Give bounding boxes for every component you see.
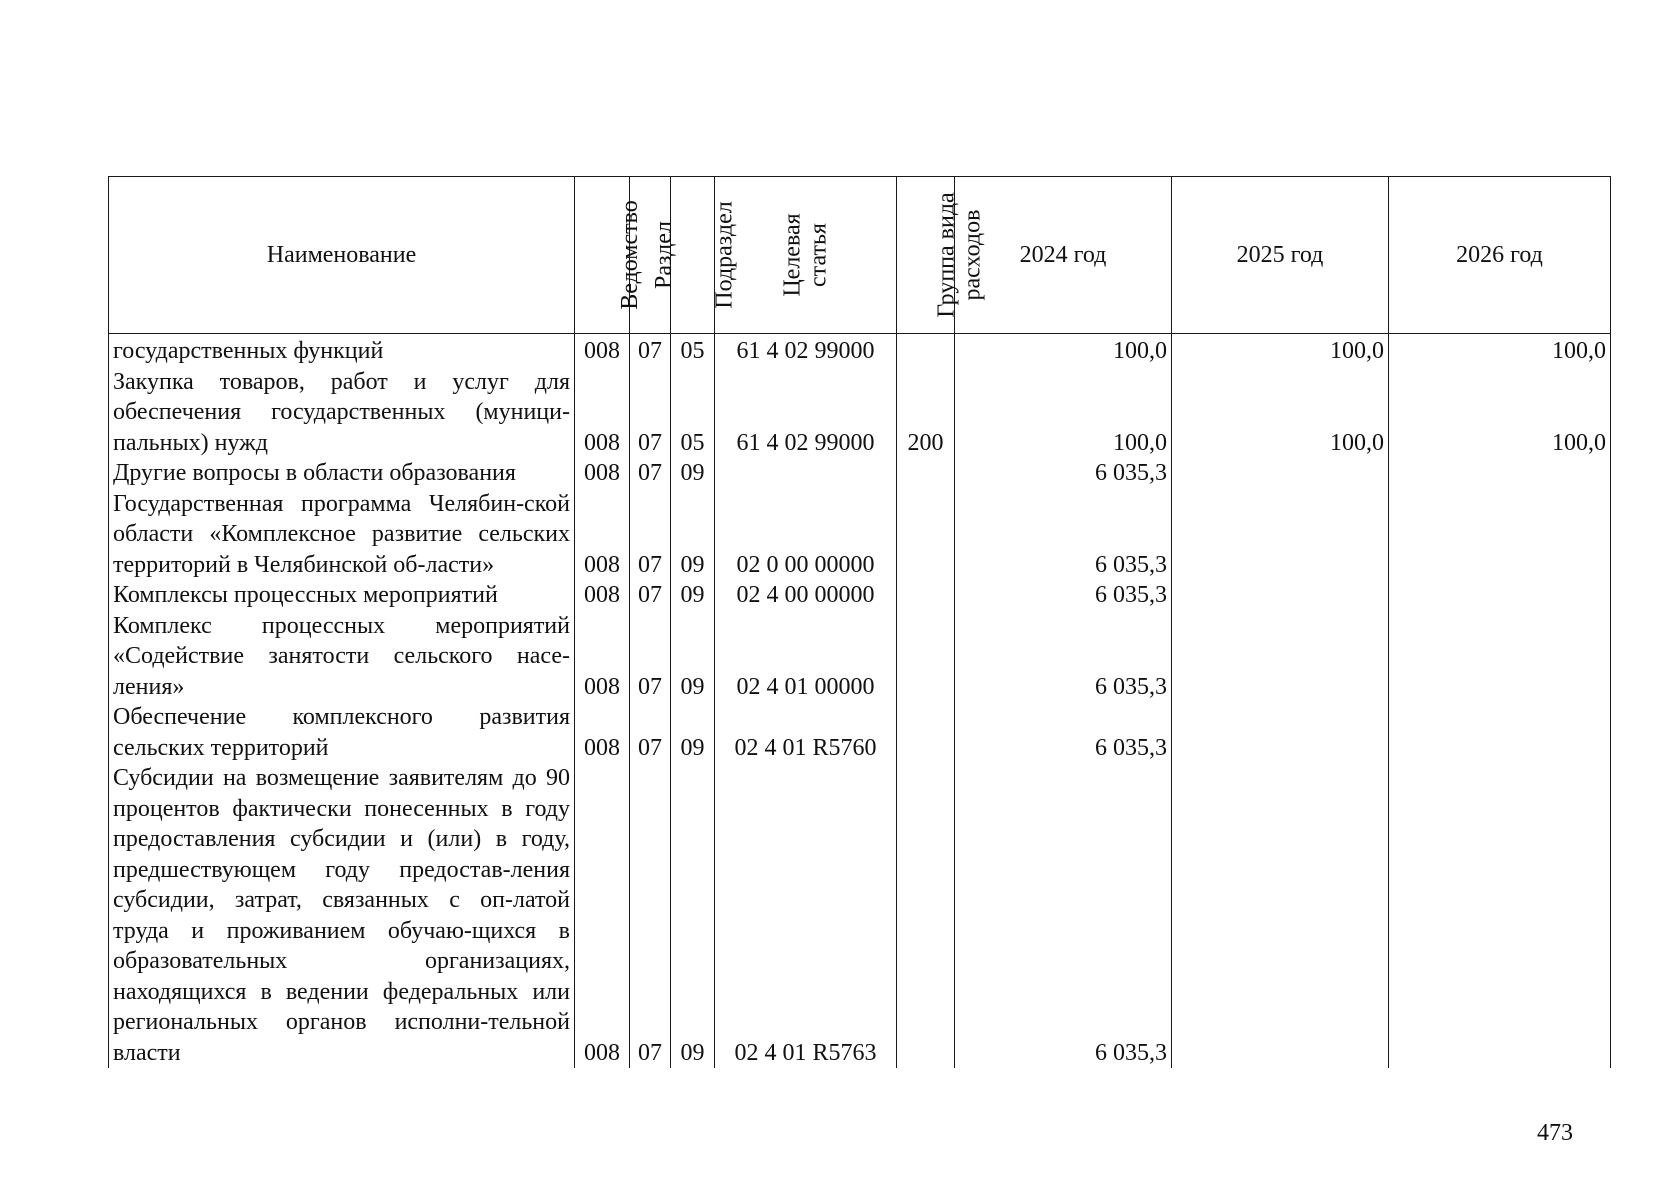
row-2024: 6 035,3: [955, 611, 1172, 703]
header-2024: 2024 год: [955, 177, 1172, 334]
row-target: 02 4 00 00000: [715, 580, 897, 611]
row-subsection: 09: [671, 611, 715, 703]
row-section: 07: [630, 334, 671, 367]
row-expense-group: 200: [897, 367, 955, 459]
row-target: 61 4 02 99000: [715, 334, 897, 367]
row-name: Обеспечение комплексного развития сельских территорий: [109, 702, 575, 763]
budget-table: [108, 176, 1611, 1068]
row-subsection: 09: [671, 580, 715, 611]
row-name: Государственная программа Челябин-ской области «Комплексное развитие сельских территорий в Челябинской об-ласти»: [109, 489, 575, 581]
row-2026: [1389, 763, 1611, 1068]
row-2025: [1172, 763, 1389, 1068]
row-section: 07: [630, 611, 671, 703]
row-2024: 100,0: [955, 334, 1172, 367]
row-target: 02 0 00 00000: [715, 489, 897, 581]
row-department: 008: [575, 611, 630, 703]
row-name: Другие вопросы в области образования: [109, 458, 575, 489]
page-number: 473: [1537, 1120, 1573, 1146]
row-subsection: 09: [671, 763, 715, 1068]
header-2025: 2025 год: [1172, 177, 1389, 334]
row-name: Комплекс процессных мероприятий «Содействие занятости сельского насе-ления»: [109, 611, 575, 703]
header-expense-group: Группа вида расходов: [897, 177, 955, 334]
row-section: 07: [630, 458, 671, 489]
row-section: 07: [630, 763, 671, 1068]
header-target-article: Целевая статья: [715, 177, 897, 334]
row-2026: [1389, 580, 1611, 611]
table-row: [109, 489, 1611, 581]
row-expense-group: [897, 702, 955, 763]
row-2025: [1172, 580, 1389, 611]
header-name: Наименование: [109, 177, 575, 334]
header-row: [109, 177, 1611, 334]
table-row: [109, 702, 1611, 763]
row-subsection: 05: [671, 334, 715, 367]
row-target: 02 4 01 R5763: [715, 763, 897, 1068]
table-row: [109, 334, 1611, 367]
row-expense-group: [897, 489, 955, 581]
row-expense-group: [897, 763, 955, 1068]
row-2025: [1172, 702, 1389, 763]
row-department: 008: [575, 702, 630, 763]
row-section: 07: [630, 367, 671, 459]
row-2026: [1389, 611, 1611, 703]
header-section: Раздел: [630, 177, 671, 334]
row-subsection: 05: [671, 367, 715, 459]
row-subsection: 09: [671, 702, 715, 763]
row-2024: 6 035,3: [955, 458, 1172, 489]
header-department: Ведомство: [575, 177, 630, 334]
row-department: 008: [575, 580, 630, 611]
row-name: Комплексы процессных мероприятий: [109, 580, 575, 611]
row-target: 02 4 01 00000: [715, 611, 897, 703]
row-target: 02 4 01 R5760: [715, 702, 897, 763]
row-subsection: 09: [671, 458, 715, 489]
table-row: [109, 458, 1611, 489]
row-2024: 6 035,3: [955, 763, 1172, 1068]
row-2024: 6 035,3: [955, 702, 1172, 763]
row-name: государственных функций: [109, 334, 575, 367]
row-name: Закупка товаров, работ и услуг для обеспечения государственных (муници-пальных) нужд: [109, 367, 575, 459]
row-2024: 100,0: [955, 367, 1172, 459]
row-2024: 6 035,3: [955, 580, 1172, 611]
row-2026: 100,0: [1389, 367, 1611, 459]
row-2025: [1172, 611, 1389, 703]
row-expense-group: [897, 580, 955, 611]
row-2026: 100,0: [1389, 334, 1611, 367]
header-2026: 2026 год: [1389, 177, 1611, 334]
row-department: 008: [575, 458, 630, 489]
row-section: 07: [630, 702, 671, 763]
row-name: Субсидии на возмещение заявителям до 90 процентов фактически понесенных в году предоставления субсидии и (или) в году, предшествующем году предостав-ления субсидии, затрат, связанных с оп-латой труда и проживанием обучаю-щихся в образовательных организациях, находящихся в ведении федеральных или региональных органов исполни-тельной власти: [109, 763, 575, 1068]
row-2025: 100,0: [1172, 367, 1389, 459]
row-expense-group: [897, 458, 955, 489]
header-subsection: Подраздел: [671, 177, 715, 334]
row-department: 008: [575, 367, 630, 459]
row-department: 008: [575, 763, 630, 1068]
row-target: 61 4 02 99000: [715, 367, 897, 459]
table-row: [109, 763, 1611, 1068]
row-section: 07: [630, 489, 671, 581]
table-row: [109, 367, 1611, 459]
row-2025: 100,0: [1172, 334, 1389, 367]
row-2024: 6 035,3: [955, 489, 1172, 581]
row-2026: [1389, 702, 1611, 763]
table-row: [109, 580, 1611, 611]
row-section: 07: [630, 580, 671, 611]
row-department: 008: [575, 334, 630, 367]
row-2026: [1389, 458, 1611, 489]
row-2026: [1389, 489, 1611, 581]
row-2025: [1172, 489, 1389, 581]
row-subsection: 09: [671, 489, 715, 581]
row-target: [715, 458, 897, 489]
row-department: 008: [575, 489, 630, 581]
row-expense-group: [897, 611, 955, 703]
row-expense-group: [897, 334, 955, 367]
table-row: [109, 611, 1611, 703]
row-2025: [1172, 458, 1389, 489]
